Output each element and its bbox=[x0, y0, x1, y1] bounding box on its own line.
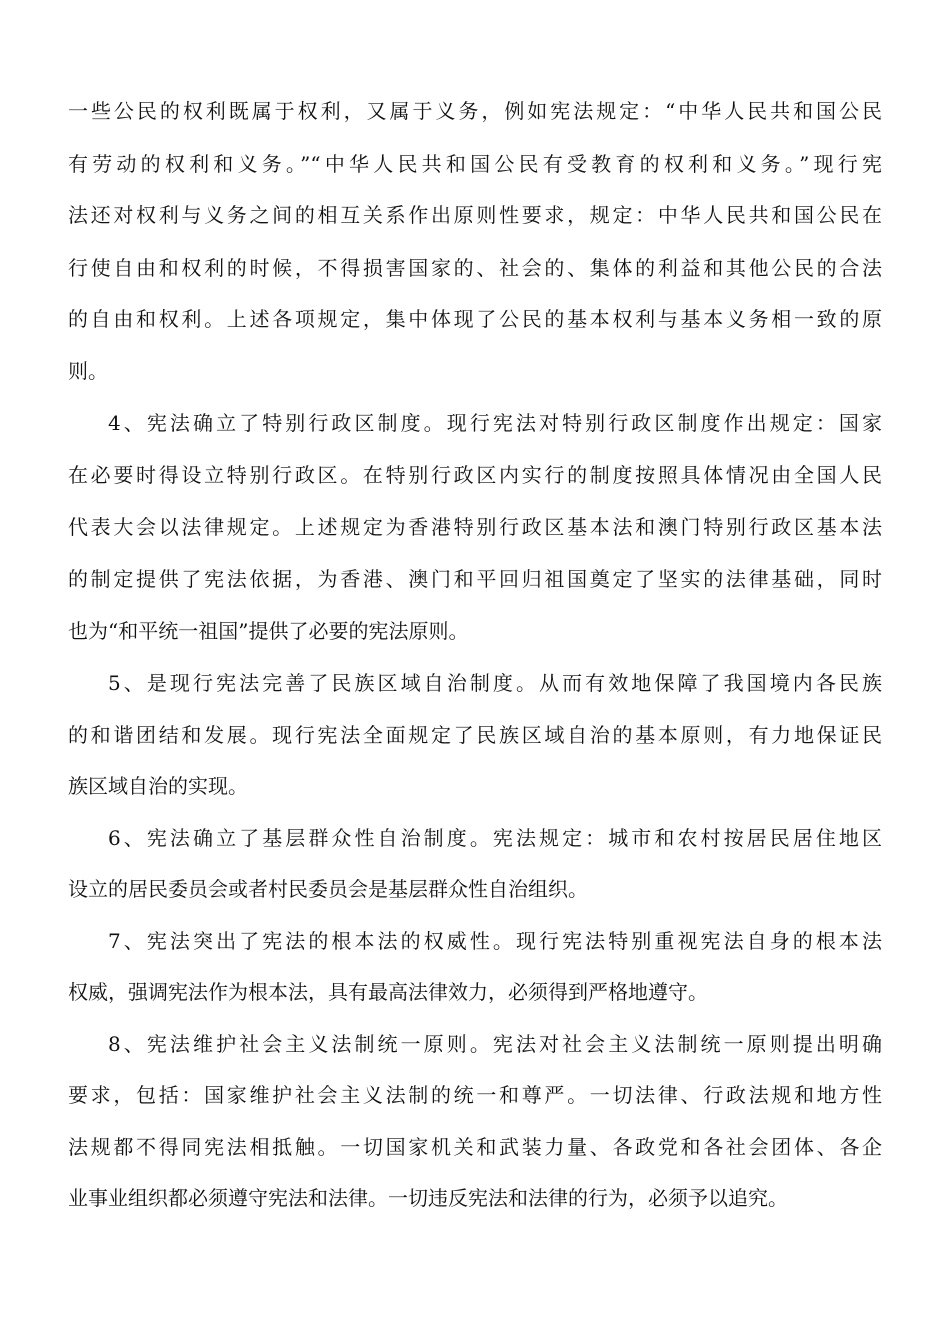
text-line: 则。 bbox=[68, 359, 108, 383]
text-line: 的自由和权利。上述各项规定，集中体现了公民的基本权利与基本义务相一致的原 bbox=[68, 307, 882, 331]
text-line: 在必要时得设立特别行政区。在特别行政区内实行的制度按照具体情况由全国人民 bbox=[68, 463, 882, 487]
text-line: 要求，包括：国家维护社会主义法制的统一和尊严。一切法律、行政法规和地方性 bbox=[68, 1083, 882, 1107]
text-line: 法还对权利与义务之间的相互关系作出原则性要求，规定：中华人民共和国公民在 bbox=[68, 203, 882, 227]
text-line: 4、宪法确立了特别行政区制度。现行宪法对特别行政区制度作出规定：国家 bbox=[108, 411, 882, 435]
text-line: 5、是现行宪法完善了民族区域自治制度。从而有效地保障了我国境内各民族 bbox=[108, 671, 882, 695]
text-line: 有劳动的权利和义务。”“中华人民共和国公民有受教育的权利和义务。”现行宪 bbox=[68, 152, 882, 176]
text-line: 族区域自治的实现。 bbox=[68, 774, 248, 798]
text-line: 的和谐团结和发展。现行宪法全面规定了民族区域自治的基本原则，有力地保证民 bbox=[68, 723, 882, 747]
text-line: 设立的居民委员会或者村民委员会是基层群众性自治组织。 bbox=[68, 877, 588, 901]
text-line: 权威，强调宪法作为根本法，具有最高法律效力，必须得到严格地遵守。 bbox=[68, 980, 708, 1004]
text-line: 行使自由和权利的时候，不得损害国家的、社会的、集体的利益和其他公民的合法 bbox=[68, 256, 882, 280]
text-line: 7、宪法突出了宪法的根本法的权威性。现行宪法特别重视宪法自身的根本法 bbox=[108, 929, 882, 953]
text-line: 法规都不得同宪法相抵触。一切国家机关和武装力量、各政党和各社会团体、各企 bbox=[68, 1135, 882, 1159]
text-line: 6、宪法确立了基层群众性自治制度。宪法规定：城市和农村按居民居住地区 bbox=[108, 826, 882, 850]
text-line: 也为“和平统一祖国”提供了必要的宪法原则。 bbox=[68, 619, 469, 643]
text-line: 代表大会以法律规定。上述规定为香港特别行政区基本法和澳门特别行政区基本法 bbox=[68, 515, 882, 539]
text-line: 的制定提供了宪法依据，为香港、澳门和平回归祖国奠定了坚实的法律基础，同时 bbox=[68, 567, 882, 591]
text-line: 业事业组织都必须遵守宪法和法律。一切违反宪法和法律的行为，必须予以追究。 bbox=[68, 1186, 788, 1210]
text-line: 8、宪法维护社会主义法制统一原则。宪法对社会主义法制统一原则提出明确 bbox=[108, 1032, 882, 1056]
text-line: 一些公民的权利既属于权利，又属于义务，例如宪法规定：“中华人民共和国公民 bbox=[68, 99, 882, 123]
